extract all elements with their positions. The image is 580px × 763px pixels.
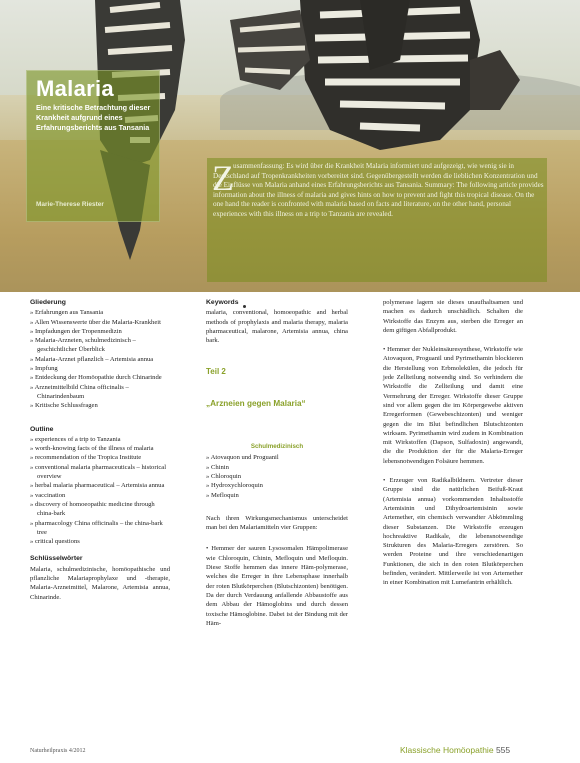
abstract-text: usammenfassung: Es wird über die Krankheit Malaria informiert und aufgezeigt, wie wenig sie in Deutschland auf Tropenkrankheiten vorbereitet sind. Gegenübergestellt werden die lieblichen Konzentration und die Einflüsse von Malaria anhand eines Erfahrungsberichts aus Tansania. Summary: The following article provides information about the illness of malaria and gives hints on how to prevent and fight this tropical disease. On the one hand the reader is confronted with malaria based on facts and literature, on the other hand, personal experiences with this illness on a trip to Tanzania are revealed. xyxy=(213,162,544,218)
part-label: Teil 2 xyxy=(206,367,226,377)
list-item: » worth-knowing facts of the illness of malaria xyxy=(30,444,170,453)
list-item: » Hydroxychloroquin xyxy=(206,481,348,490)
list-item: » Chloroquin xyxy=(206,472,348,481)
schulmedizinisch-heading: Schulmedizinisch xyxy=(250,443,304,451)
column-left xyxy=(30,298,170,608)
list-item: » Impfung xyxy=(30,364,170,373)
paragraph: polymerase lagern sie dieses unaufhaltsamen und machen es dadurch unschädlich. Schalten die Wirkstoffe das Enzym aus, sterben die Erreger an dem giftigen Abfallprodukt. xyxy=(383,299,523,334)
list-item: » Allen Wissenswerte über die Malaria-Krankheit xyxy=(30,318,170,327)
schluesselwoerter-text: Malaria, schulmedizinische, homöopathische und pflanzliche Malariaprophylaxe und -therapie, Malaria-Arzneimittel, Malarone, Artemisia annua, Chinarinde. xyxy=(30,565,170,601)
list-item: » Kritische Schlussfragen xyxy=(30,401,170,410)
list-item: » Impfadungen der Tropenmedizin xyxy=(30,327,170,336)
zebra-right xyxy=(230,0,520,150)
article-author: Marie-Therese Riester xyxy=(36,201,104,208)
page-number: 555 xyxy=(495,745,511,755)
paragraph: • Hemmer der Nukleinsäuresynthese, Wirkstoffe wie Atovaquon, Proguanil und Pyrimethamin blockieren die Herstellung von Erbmolekülen, die jedoch für jede Zellteilung notwendig sind. So verhindern die Wirkstoffe die Zellteilung und damit eine Vermehrung der Erreger. Wirkstoffe dieser Gruppe sind vor allem gegen die im Körpergewebe aktiven Erregerformen (Gewebeschizonten) und weniger gegen die im Blut befindlichen Blutschizonten wirksam. Pyrimethamin wird zudem in Kombination mit Wirkstoffen (Dapson, Sulfadoxin) angewandt, die die Produktion der für die Malaria-Erreger lebensnotwendigen Folsäure hemmen. xyxy=(383,346,523,465)
article-title: Malaria xyxy=(36,76,114,101)
list-item: » discovery of homoeopathic medicine through china-bark xyxy=(30,500,170,519)
section-name: Klassische Homöopathie xyxy=(400,745,494,755)
paragraph: • Hemmer der sauren Lysosomalen Hämpolimerase wie Chloroquin, Chinin, Mefloquin und Mefloquin. Diese Stoffe hemmen das innere Häm-polymerase, welches die Erreger in ihre Lebensphase innerhalb der roten Blutkörperchen (Blutschizonten) benötigen. Da der durch Verdauung anfallende Abbaustoffe aus dem Abbau der Hämoglobins und durch dessen toxische Hämoglobine. Dabei ist der Bindung mit der Häm- xyxy=(206,545,348,627)
keywords-heading: Keywords xyxy=(206,299,239,306)
column-right xyxy=(383,298,523,594)
outline-heading: Outline xyxy=(30,425,54,433)
list-item: » recommendation of the Tropica Institute xyxy=(30,453,170,462)
schluesselwoerter-heading: Schlüsselwörter xyxy=(30,555,83,563)
list-item: » Atovaquon und Proguanil xyxy=(206,453,348,462)
drop-cap: Z xyxy=(212,158,234,198)
list-item: » experiences of a trip to Tanzania xyxy=(30,435,170,444)
list-item: » critical questions xyxy=(30,537,170,546)
keywords-text: malaria, conventional, homoeopathic and herbal methods of prophylaxis and malaria therapy, malaria pharmaceutical, malarone, Artemisia annua, china bark. xyxy=(206,309,348,345)
list-item: » Chinin xyxy=(206,463,348,472)
list-item: » Malaria-Arzneien, schulmedizinisch – geschichtlicher Überblick xyxy=(30,336,170,355)
article-subtitle: Eine kritische Betrachtung dieser Krankheit aufgrund eines Erfahrungsberichts aus Tansania xyxy=(36,103,151,132)
gliederung-list xyxy=(30,308,170,410)
journal-issue: Naturheilpraxis 4/2012 xyxy=(30,748,86,754)
footer-section xyxy=(400,745,510,755)
list-item: » vaccination xyxy=(30,491,170,500)
list-item: » Entdeckung der Homöopathie durch Chinarinde xyxy=(30,373,170,382)
list-item: » Malaria-Arznei pflanzlich – Artemisia annua xyxy=(30,355,170,364)
list-item: » Mefloquin xyxy=(206,491,348,500)
section-heading: „Arzneien gegen Malaria“ xyxy=(206,398,306,408)
outline-list xyxy=(30,435,170,547)
list-item: » herbal malaria pharmaceutical – Artemisia annua xyxy=(30,481,170,490)
gliederung-heading: Gliederung xyxy=(30,299,66,306)
list-item: » Erfahrungen aus Tansania xyxy=(30,308,170,317)
column-middle xyxy=(206,298,348,634)
list-item: » conventional malaria pharmaceuticals – historical overview xyxy=(30,463,170,482)
list-item: » pharmacology China officinalis – the china-bark tree xyxy=(30,519,170,538)
abstract-panel xyxy=(207,158,547,282)
list-item: » Arzneimittelbild China officinalis – Chinarindenbaum xyxy=(30,383,170,402)
paragraph: • Erzeuger von Radikalbildnern. Vertreter dieser Gruppe sind die natürlichen Beifuß-Kraut (Artemisia annua) vorkommenden Inhaltsstoffe Artemisinin und Dihydroartemisinin sowie Artemether, ein chemisch verwandter Abkömmling dieser Substanzen. Die Wirkstoffe erzeugen hochreaktive Radikale, die lebensnotwendige Strukturen des Malaria-Erregers zerstören. So werden Proteine und ihre verschiedenartigen Funktionen, die sich in den roten Blutkörperchen befinden, verändert. Mittlerweile ist von Artemether in einer Kombination mit Lumefantrin erhältlich. xyxy=(383,477,523,587)
drug-list xyxy=(206,453,348,499)
paragraph: Nach ihren Wirkungsmechanismus unterscheidet man bei den Malariamitteln vier Gruppen: xyxy=(206,514,348,532)
